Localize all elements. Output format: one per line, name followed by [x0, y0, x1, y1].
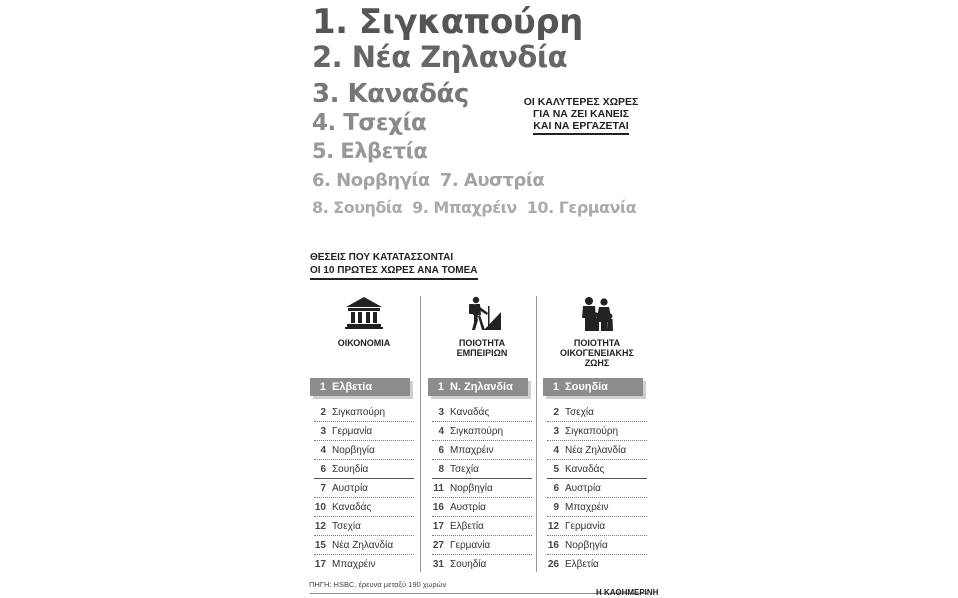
list-item: 16 Αυστρία [432, 498, 532, 517]
list-item: 2 Τσεχία [547, 403, 647, 422]
family-icon [543, 296, 651, 332]
rank-4: 4. Τσεχία [312, 110, 427, 136]
rank-8-10 [312, 198, 646, 217]
list-item: 8 Τσεχία [432, 460, 532, 479]
list-item: 4 Σιγκαπούρη [432, 422, 532, 441]
list-item: 9 Μπαχρέιν [547, 498, 647, 517]
column-divider [536, 296, 537, 572]
list-item: 12 Τσεχία [314, 517, 414, 536]
list-item: 26 Ελβετία [547, 559, 599, 570]
column-header: ΠΟΙΟΤΗΤΑ ΕΜΠΕΙΡΙΩΝ [456, 338, 508, 358]
list-item: 3 Καναδάς [432, 403, 532, 422]
list-item: 6 Μπαχρέιν [432, 441, 532, 460]
column-divider [420, 296, 421, 572]
ranking-list [547, 403, 647, 574]
list-item: 4 Νορβηγία [314, 441, 414, 460]
source-note: ΠΗΓΗ: HSBC, έρευνα μεταξύ 190 χωρών [309, 580, 447, 589]
list-item: 31 Σουηδία [432, 559, 487, 570]
rank-5: 5. Ελβετία [312, 139, 428, 163]
rank-2: 2. Νέα Ζηλανδία [312, 40, 568, 74]
subtitle: ΟΙ ΚΑΛΥΤΕΡΕΣ ΧΩΡΕΣ ΓΙΑ ΝΑ ΖΕΙ ΚΑΝΕΙΣ ΚΑΙ ΝΑ ΕΡΓΑΖΕΤΑΙ [520, 96, 642, 135]
list-item: 6 Σουηδία [314, 460, 414, 479]
list-item: 2 Σιγκαπούρη [314, 403, 414, 422]
first-place: 1 Σουηδία [543, 378, 643, 396]
list-item: 16 Νορβηγία [547, 536, 647, 555]
list-item: 15 Νέα Ζηλανδία [314, 536, 414, 555]
rank-8: 8. Σουηδία [312, 198, 403, 217]
column-header: ΟΙΚΟΝΟΜΙΑ [337, 338, 391, 348]
hiker-icon [428, 296, 536, 332]
list-item: 17 Ελβετία [432, 517, 532, 536]
list-item: 5 Καναδάς [547, 460, 647, 479]
rank-6: 6. Νορβηγία [312, 170, 430, 191]
first-place: 1 Ν. Ζηλανδία [428, 378, 528, 396]
column-header: ΠΟΙΟΤΗΤΑ ΟΙΚΟΓΕΝΕΙΑΚΗΣ ΖΩΗΣ [560, 338, 634, 368]
section-title: ΘΕΣΕΙΣ ΠΟΥ ΚΑΤΑΤΑΣΣΟΝΤΑΙ ΟΙ 10 ΠΡΩΤΕΣ ΧΩΡΕΣ ΑΝΑ ΤΟΜΕΑ [310, 252, 478, 280]
list-item: 17 Μπαχρέιν [314, 559, 376, 570]
list-item: 27 Γερμανία [432, 536, 532, 555]
rank-9: 9. Μπαχρέιν [412, 198, 517, 217]
list-item: 3 Γερμανία [314, 422, 414, 441]
ranking-list [432, 403, 532, 574]
list-item: 12 Γερμανία [547, 517, 647, 536]
rank-1: 1. Σιγκαπούρη [312, 2, 583, 42]
rank-3: 3. Καναδάς [312, 79, 469, 109]
list-item: 4 Νέα Ζηλανδία [547, 441, 647, 460]
publisher-brand: Η ΚΑΘΗΜΕΡΙΝΗ [596, 588, 659, 597]
first-place: 1 Ελβετία [310, 378, 410, 396]
list-item: 6 Αυστρία [547, 479, 647, 498]
rank-6-7 [312, 170, 554, 191]
bank-icon [310, 296, 418, 332]
list-item: 7 Αυστρία [314, 479, 414, 498]
list-item: 3 Σιγκαπούρη [547, 422, 647, 441]
rank-7: 7. Αυστρία [439, 170, 545, 191]
list-item: 11 Νορβηγία [432, 479, 532, 498]
rank-10: 10. Γερμανία [526, 198, 637, 217]
list-item: 10 Καναδάς [314, 498, 414, 517]
ranking-list [314, 403, 414, 574]
